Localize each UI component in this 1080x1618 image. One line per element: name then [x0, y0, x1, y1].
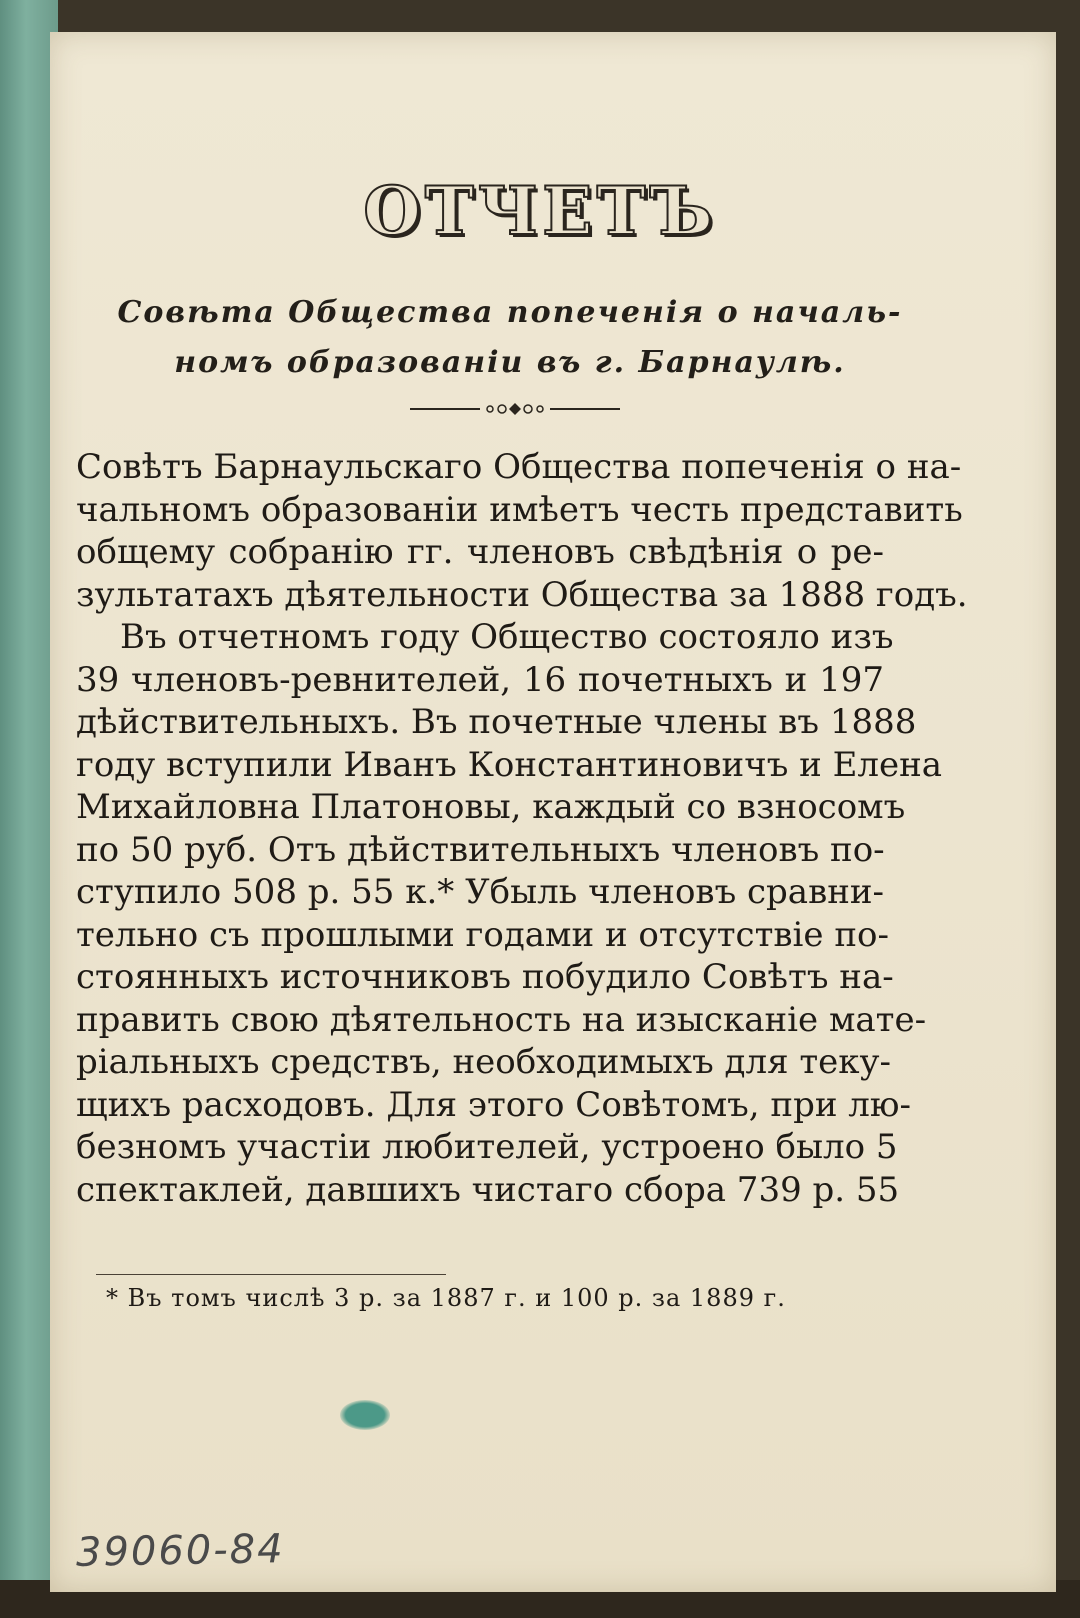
ornament-divider-icon [410, 398, 620, 420]
body-line: тельно съ прошлыми годами и отсутствіе по- [76, 914, 889, 955]
document-subtitle [70, 288, 950, 388]
body-line: ступило 508 р. 55 к.* Убыль членовъ сравни- [76, 872, 885, 912]
body-line: по 50 руб. Отъ дѣйствительныхъ членовъ по- [76, 829, 885, 870]
body-line: 39 членовъ-ревнителей, 16 почетныхъ и 197 [76, 659, 884, 700]
catalog-number: 39060-84 [75, 1526, 285, 1576]
footnote: * Въ томъ числѣ 3 р. за 1887 г. и 100 р. за 1889 г. [106, 1284, 786, 1312]
body-line: Михайловна Платоновы, каждый со взносомъ [76, 787, 906, 827]
subtitle-line: Совѣта Общества попеченія о началь- [117, 295, 903, 330]
body-line: Въ отчетномъ году Общество состояло изъ [120, 617, 894, 657]
report-body [76, 446, 968, 1211]
body-line: спектаклей, давшихъ чистаго сбора 739 р. 55 [76, 1169, 900, 1210]
document-title: ОТЧЕТЪ [363, 172, 717, 250]
body-line: зультатахъ дѣятельности Общества за 1888 годъ. [76, 574, 968, 615]
body-line: ріальныхъ средствъ, необходимыхъ для теку- [76, 1042, 892, 1082]
body-line: править свою дѣятельность на изысканіе мате- [76, 999, 927, 1040]
body-line: общему собранію гг. членовъ свѣдѣнія о ре- [76, 532, 884, 572]
footnote-rule [96, 1274, 446, 1275]
ink-stamp-mark [340, 1400, 390, 1430]
body-line: щихъ расходовъ. Для этого Совѣтомъ, при лю- [76, 1084, 911, 1125]
body-line: Совѣтъ Барнаульскаго Общества попеченія о на- [76, 447, 962, 487]
body-line: безномъ участіи любителей, устроено было 5 [76, 1127, 898, 1167]
body-line: дѣйствительныхъ. Въ почетные члены въ 1888 [76, 702, 917, 742]
subtitle-line: номъ образованіи въ г. Барнаулѣ. [174, 345, 846, 380]
body-line: чальномъ образованіи имѣетъ честь представить [76, 489, 963, 530]
body-line: стоянныхъ источниковъ побудило Совѣтъ на- [76, 957, 894, 997]
body-line: году вступили Иванъ Константиновичъ и Елена [76, 744, 943, 785]
